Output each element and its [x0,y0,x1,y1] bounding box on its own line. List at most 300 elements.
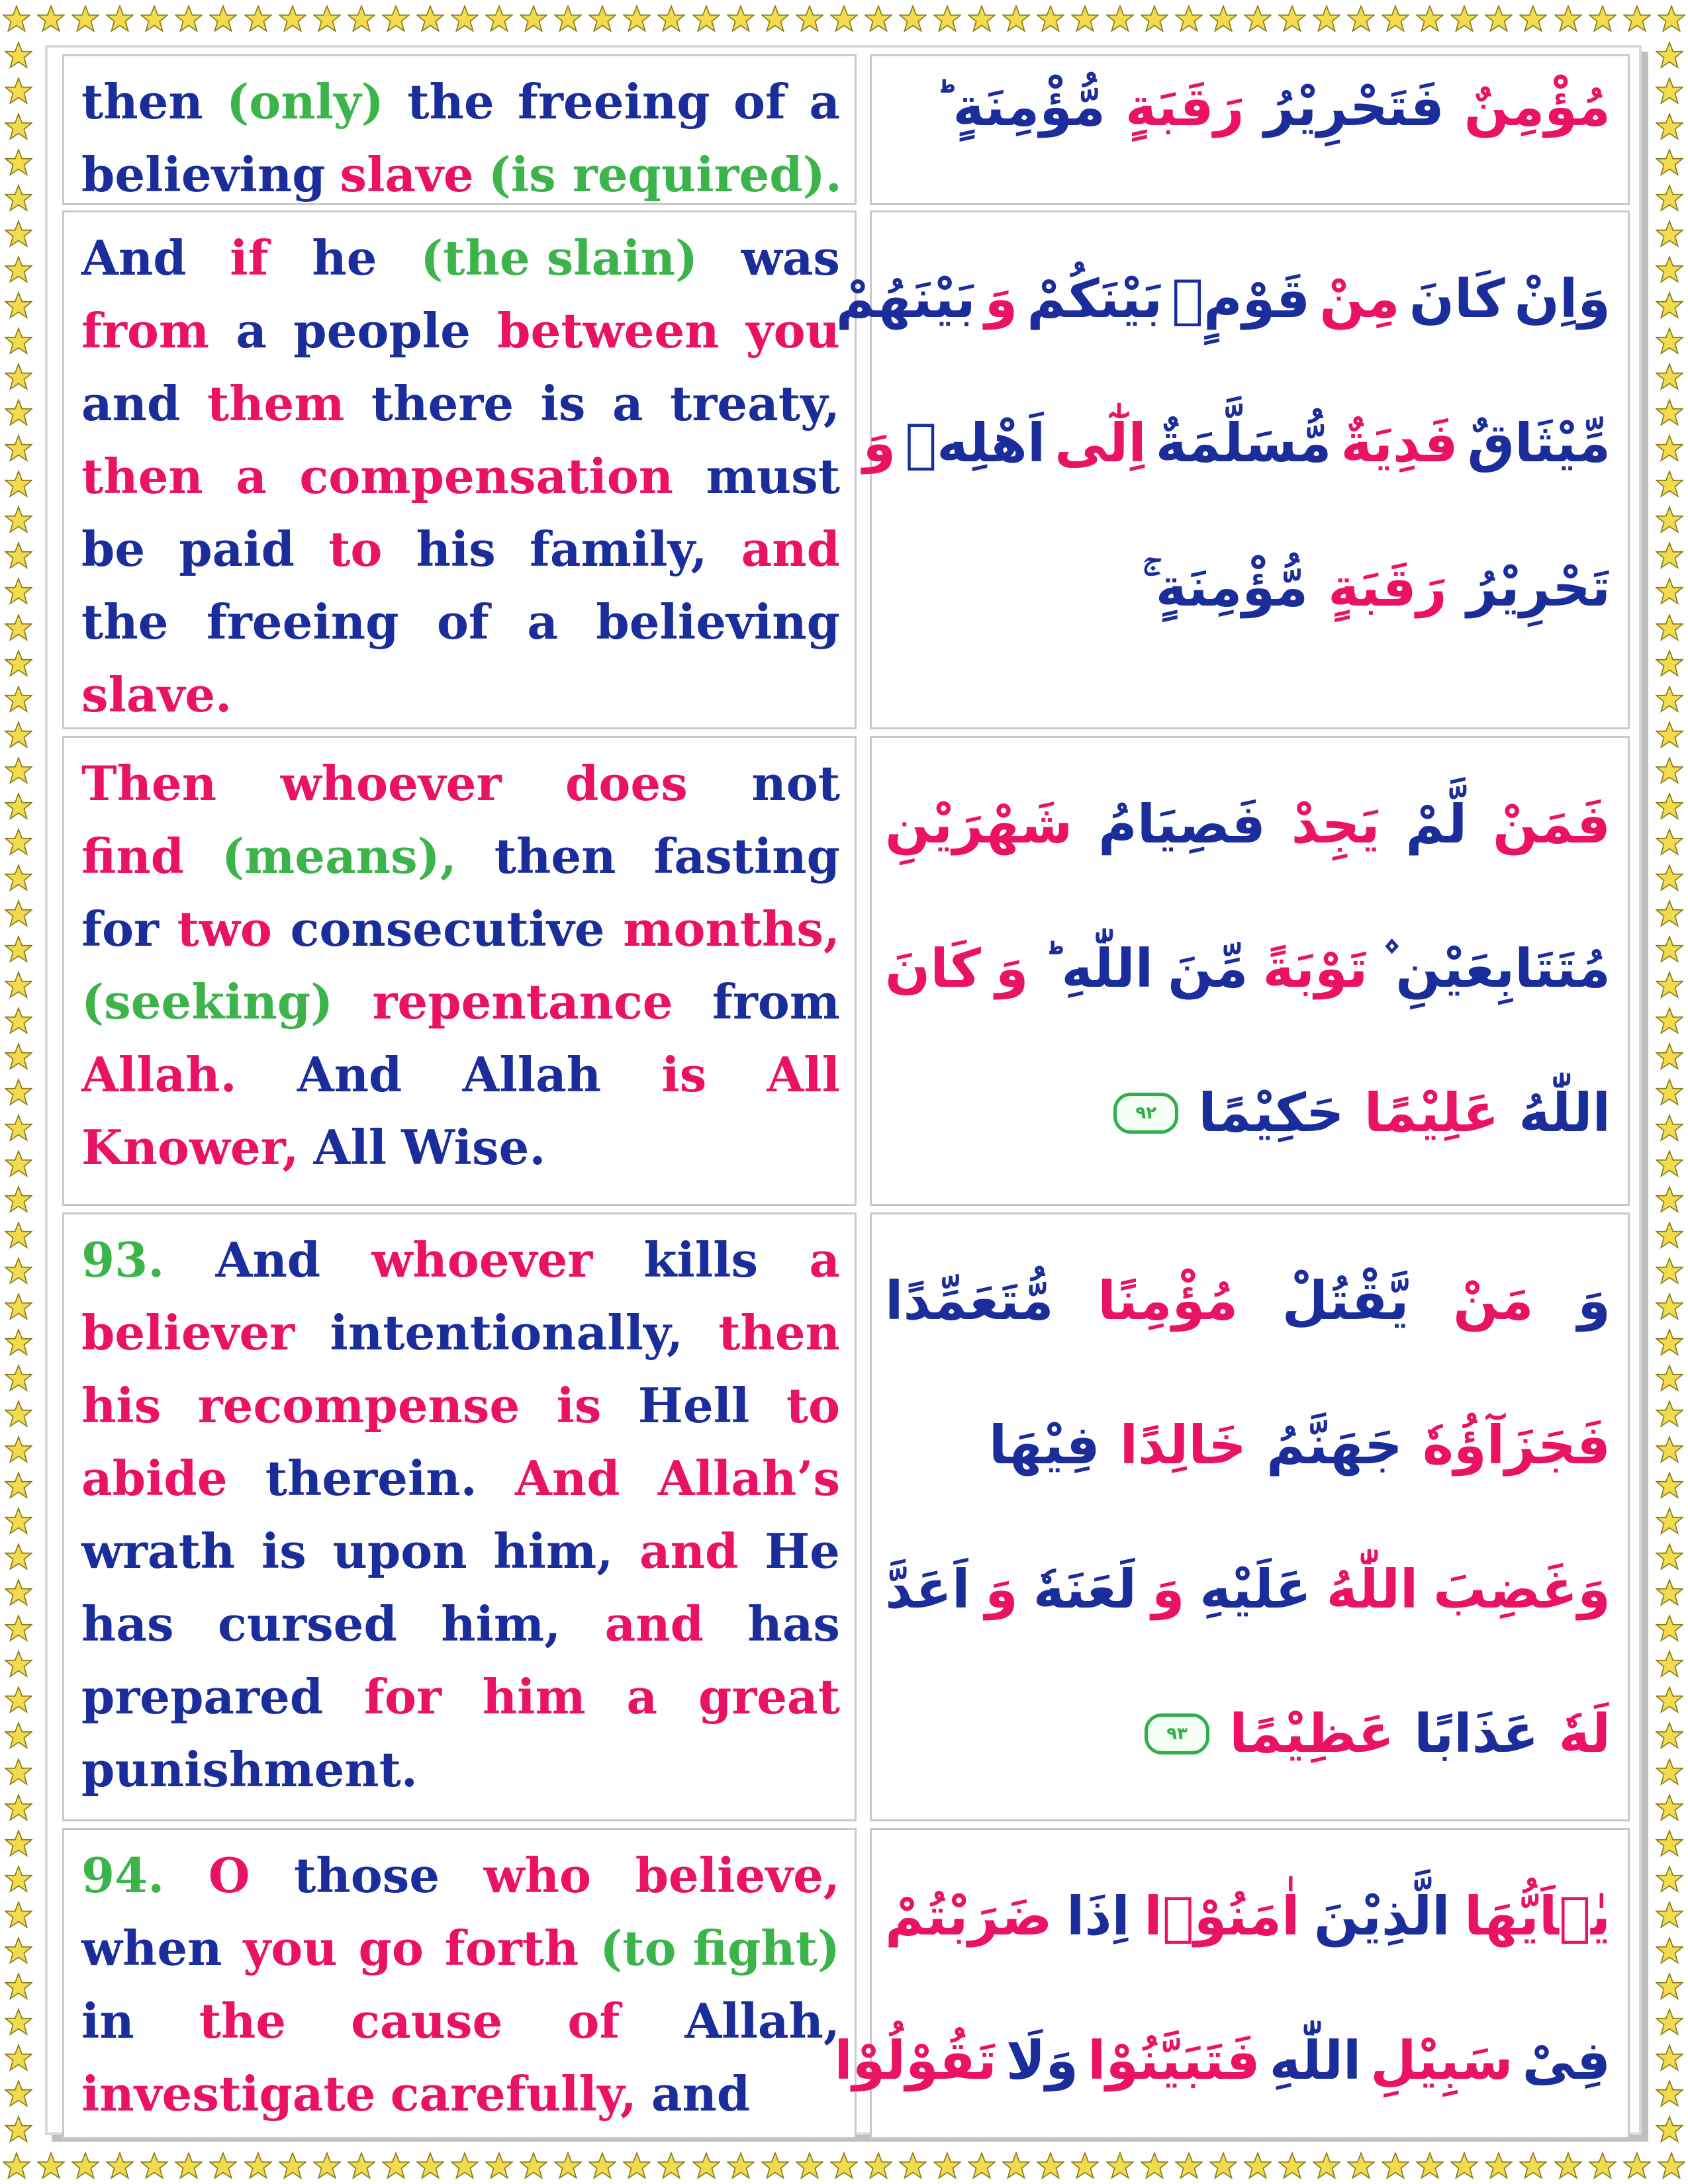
english-word: believer [81,1304,295,1361]
star-icon [5,148,32,176]
star-icon [1656,1794,1683,1821]
star-icon [5,1400,32,1428]
star-icon [5,77,32,105]
star-icon [1519,5,1547,32]
arabic-text-cell [870,1212,1630,1821]
star-icon [1656,685,1683,713]
arabic-word: سَبِيْلِ [1370,2030,1513,2091]
english-line [81,893,840,966]
english-word: his [416,521,496,577]
arabic-word: رَقَبَةٍ [1328,557,1447,618]
english-word: And [514,1450,620,1506]
english-line [81,1985,840,2058]
arabic-line [885,1373,1611,1518]
arabic-word: مِنْ [1319,268,1400,330]
star-icon [5,2115,32,2143]
star-icon [485,5,513,32]
english-word: slave. [81,666,232,723]
english-translation-cell [62,1828,857,2139]
star-icon [727,2152,755,2179]
star-icon [5,470,32,498]
english-word: consecutive [290,901,605,957]
english-word: and [604,1596,704,1652]
arabic-word: مُّؤْمِنَةٍ ؕ [934,76,1105,138]
english-word: paid [179,521,295,577]
english-word: Allah [462,1046,602,1103]
star-icon [1656,971,1683,999]
english-word: is [540,375,586,432]
english-word: a [236,448,267,504]
star-icon [1656,2115,1683,2143]
star-icon [1656,184,1683,212]
star-icon [5,1185,32,1213]
star-icon [1656,614,1683,641]
star-icon [1656,1936,1683,1964]
english-word: And [215,1232,321,1288]
star-icon [1656,1435,1683,1463]
star-icon [5,1114,32,1142]
star-icon [1278,5,1306,32]
english-word: two [177,901,272,957]
star-icon [1071,2152,1099,2179]
english-word: a [809,1232,840,1288]
english-line [81,1297,840,1369]
star-icon [313,5,341,32]
star-icon [485,2152,513,2179]
english-word: 94. [81,1847,165,1903]
star-icon [5,1721,32,1749]
arabic-word: رَقَبَةٍ [1125,76,1244,138]
star-icon [1656,1614,1683,1642]
english-word: family, [529,521,708,577]
star-icon [1656,1829,1683,1857]
english-word: and [651,2066,751,2122]
star-icon [1658,5,1685,32]
ayah-number-marker: ۹۳ [1145,1713,1209,1754]
english-line [81,1515,840,1588]
star-icon [1037,2152,1064,2179]
star-icon [382,5,410,32]
english-word: forth [444,1920,579,1976]
arabic-word: خَالِدًا [1119,1414,1246,1476]
arabic-text-cell [870,54,1630,205]
star-icon [1656,1865,1683,1893]
english-word: then [81,448,203,504]
english-word: a [527,594,558,650]
english-word: great [698,1668,840,1725]
english-word: for [364,1668,442,1725]
english-word: (only) [226,73,384,130]
english-word: (the slain) [420,230,698,286]
english-word: is [556,1377,602,1433]
arabic-word: شَهْرَيْنِ [885,794,1073,855]
arabic-word: تَقُوْلُوْا [834,2030,997,2091]
english-word: freeing [518,73,710,130]
english-word: believing [596,594,840,650]
english-word: to [328,521,383,577]
english-word: All [767,1046,840,1103]
english-line [81,66,840,138]
star-icon [1656,1650,1683,1678]
english-line [81,747,840,820]
star-icon [1071,5,1099,32]
star-icon [796,2152,823,2179]
star-border-right [1651,37,1688,2147]
english-word: to [786,1377,840,1433]
star-icon [1002,2152,1030,2179]
star-icon [5,1221,32,1249]
arabic-word: فِيْهَا [988,1414,1100,1476]
arabic-word: كَانَ [1409,268,1505,330]
star-icon [209,2152,237,2179]
english-word: Then [81,755,217,811]
star-icon [1485,5,1513,32]
english-word: him, [441,1596,561,1652]
english-word: must [706,448,840,504]
star-icon [5,2044,32,2071]
star-icon [1656,1042,1683,1070]
star-icon [5,327,32,355]
star-icon [1656,2008,1683,2036]
arabic-text-cell [870,736,1630,1206]
arabic-word: مِّيْثَاقٌ [1467,412,1611,474]
star-icon [1382,2152,1409,2179]
verse-row [62,1212,1630,1821]
star-icon [1450,5,1478,32]
english-word: punishment. [81,1741,418,1797]
arabic-word: تَوْبَةً [1262,938,1368,999]
star-icon [1656,2044,1683,2071]
star-icon [5,1901,32,1929]
english-word: a [626,1668,658,1725]
arabic-word: يَجِدْ [1291,794,1380,855]
english-word: treaty, [670,375,840,432]
english-word: does [565,755,688,811]
arabic-word: عَلِيْمًا [1364,1082,1499,1144]
arabic-word: فَتَبَيَّنُوْا [1088,2030,1260,2091]
english-word: (is required). [488,146,842,203]
star-icon [140,5,168,32]
arabic-word: اِذَا [1066,1886,1130,1947]
arabic-word: اللّٰهِ [1269,2030,1362,2091]
star-icon [1656,1185,1683,1213]
star-icon [5,971,32,999]
verse-row [62,210,1630,729]
star-icon [451,5,479,32]
star-icon [5,935,32,963]
english-word: go [358,1920,424,1976]
english-line [81,586,840,659]
star-icon [5,792,32,820]
english-line [81,367,840,440]
english-line [81,222,840,295]
arabic-word: وَ [1577,1270,1611,1332]
arabic-word: جَهَنَّمُ [1266,1414,1403,1476]
arabic-line [885,1229,1611,1373]
star-icon [5,1578,32,1606]
star-icon [382,2152,410,2179]
arabic-line [834,1989,1611,2133]
english-word: you [745,302,840,359]
english-word: slave [340,146,474,203]
star-icon [5,1293,32,1320]
arabic-word: اِلٰٓى [1055,412,1147,474]
star-icon [416,5,444,32]
star-icon [1175,2152,1203,2179]
star-icon [1244,5,1272,32]
star-icon [175,2152,203,2179]
arabic-line [863,371,1611,516]
star-icon [1656,649,1683,677]
arabic-word: كَانَ [885,938,981,999]
english-word: believe, [635,1847,840,1903]
star-icon [5,291,32,319]
english-word: people [293,302,471,359]
english-word: of [733,73,786,130]
english-word: investigate [81,2066,376,2122]
star-border-left [0,37,37,2147]
star-icon [451,2152,479,2179]
star-icon [37,2152,65,2179]
star-icon [1656,470,1683,498]
star-icon [5,2008,32,2036]
english-word: he [312,230,377,286]
star-icon [5,255,32,283]
star-icon [1656,577,1683,605]
english-word: 93. [81,1232,165,1288]
star-icon [830,2152,858,2179]
arabic-line [885,71,1611,144]
english-word: then [494,828,616,884]
star-icon [5,864,32,891]
arabic-word: الَّذِيْنَ [1313,1886,1450,1947]
arabic-line [885,897,1611,1041]
star-icon [520,2152,547,2179]
english-word: cursed [217,1596,397,1652]
star-icon [692,2152,720,2179]
star-icon [1519,2152,1547,2179]
verse-row [62,54,1630,205]
star-icon [1656,1758,1683,1786]
star-icon [5,506,32,533]
star-icon [5,1042,32,1070]
arabic-word: مِّنَ [1168,938,1248,999]
english-word: intentionally, [330,1304,683,1361]
star-icon [657,2152,685,2179]
english-word: fasting [653,828,840,884]
english-word: and [639,1523,739,1579]
star-icon [5,113,32,140]
arabic-word: مُتَتَابِعَيْنِ ۫ [1382,938,1611,999]
english-word: He [765,1523,840,1579]
star-icon [1278,2152,1306,2179]
star-icon [5,398,32,426]
star-icon [1382,5,1409,32]
english-word: from [81,302,210,359]
arabic-word: وَ [984,268,1018,330]
arabic-text-cell [834,1828,1630,2139]
star-icon [5,1650,32,1678]
star-icon [1656,1221,1683,1249]
star-icon [5,1364,32,1392]
arabic-line [885,1662,1611,1806]
star-icon [692,5,720,32]
star-icon [5,434,32,462]
star-icon [1106,5,1134,32]
arabic-line [885,1041,1611,1185]
arabic-word: وَلَا [1006,2030,1079,2091]
arabic-word: بَيْنَهُمْ [835,268,976,330]
star-border-top [0,0,1688,37]
english-word: is [261,1523,306,1579]
arabic-word: مُؤْمِنًا [1098,1270,1239,1332]
star-icon [1656,327,1683,355]
star-icon [1656,792,1683,820]
english-word: months, [623,901,840,957]
english-word: repentance [372,974,673,1030]
star-icon [1658,2152,1685,2179]
star-icon [588,2152,616,2179]
star-icon [1141,2152,1168,2179]
arabic-line [885,516,1611,660]
star-icon [899,5,927,32]
star-icon [1656,1507,1683,1535]
star-icon [588,5,616,32]
english-word: believing [81,146,326,203]
star-icon [5,1078,32,1106]
star-border-bottom [0,2147,1688,2184]
star-icon [865,5,892,32]
star-icon [933,5,961,32]
arabic-word: مُّسَلَّمَةٌ [1155,412,1332,474]
arabic-line [885,1518,1611,1662]
arabic-word: بَيْنَكُمْ [1027,268,1162,330]
star-icon [1656,2079,1683,2107]
star-icon [1656,1007,1683,1034]
star-icon [1209,2152,1237,2179]
english-word: those [294,1847,440,1903]
star-icon [1656,113,1683,140]
star-icon [1656,1543,1683,1570]
english-line [81,138,840,211]
star-icon [1656,255,1683,283]
english-line [81,1839,840,1912]
english-word: be [81,521,146,577]
star-icon [1656,1972,1683,2000]
star-icon [865,2152,892,2179]
english-word: then [81,73,203,130]
star-icon [1656,1901,1683,1929]
star-icon [1244,2152,1272,2179]
star-icon [5,721,32,749]
arabic-word: وَ [985,1559,1018,1620]
star-icon [761,5,789,32]
star-icon [348,2152,375,2179]
star-icon [623,5,651,32]
arabic-word: لَعَنَهٗ [1033,1559,1137,1620]
english-word: who [483,1847,592,1903]
star-icon [1656,828,1683,856]
star-icon [5,1829,32,1857]
star-icon [1656,434,1683,462]
star-icon [1656,1328,1683,1356]
star-icon [1656,541,1683,569]
english-word: (means), [222,828,457,884]
star-icon [1656,1293,1683,1320]
english-word: of [436,594,489,650]
star-icon [1656,77,1683,105]
arabic-line [835,227,1611,371]
star-icon [5,1328,32,1356]
english-word: therein. [265,1450,477,1506]
arabic-word: عَظِيْمًا [1229,1703,1395,1764]
arabic-word: يٰۤاَيُّهَا [1464,1886,1611,1947]
star-icon [140,2152,168,2179]
star-icon [5,363,32,390]
star-icon [5,184,32,212]
star-icon [5,1435,32,1463]
english-word: has [747,1596,840,1652]
english-word: a [236,302,267,359]
star-icon [279,5,306,32]
star-icon [71,2152,99,2179]
star-icon [5,614,32,641]
star-icon [727,5,755,32]
arabic-word: قَوْمٍۭ [1172,268,1311,330]
english-line [81,1111,840,1184]
english-word: find [81,828,185,884]
star-icon [175,5,203,32]
english-word: freeing [206,594,399,650]
star-icon [5,899,32,927]
arabic-word: لَهٗ [1558,1703,1611,1764]
star-icon [5,1257,32,1285]
english-word: his [81,1377,162,1433]
english-word: And [297,1046,402,1103]
star-icon [279,2152,306,2179]
english-word: compensation [299,448,674,504]
arabic-word: اَهْلِهٖ [905,412,1046,474]
english-word: abide [81,1450,228,1506]
english-line [81,1442,840,1515]
english-word: him [482,1668,586,1725]
arabic-word: اللّٰهُ [1326,1559,1419,1620]
english-line [81,513,840,586]
english-word: Allah’s [657,1450,840,1506]
verse-row [62,736,1630,1206]
english-line [81,440,840,513]
english-word: the [407,73,494,130]
star-icon [1347,5,1375,32]
arabic-word: اٰمَنُوْۤا [1144,1886,1300,1947]
star-icon [1002,5,1030,32]
english-line [81,295,840,367]
arabic-word: وَاِنْ [1514,268,1611,330]
star-icon [1589,2152,1617,2179]
star-icon [5,577,32,605]
star-icon [348,5,375,32]
arabic-word: وَ [1151,1559,1185,1620]
english-word: for [81,901,159,957]
english-translation-cell [62,736,857,1206]
english-word: if [230,230,269,286]
star-icon [3,5,30,32]
arabic-word: فَتَحْرِيْرُ [1264,76,1444,138]
star-icon [5,1007,32,1034]
english-word: a [809,73,840,130]
star-icon [5,2079,32,2107]
arabic-word: عَذَابًا [1414,1703,1539,1764]
